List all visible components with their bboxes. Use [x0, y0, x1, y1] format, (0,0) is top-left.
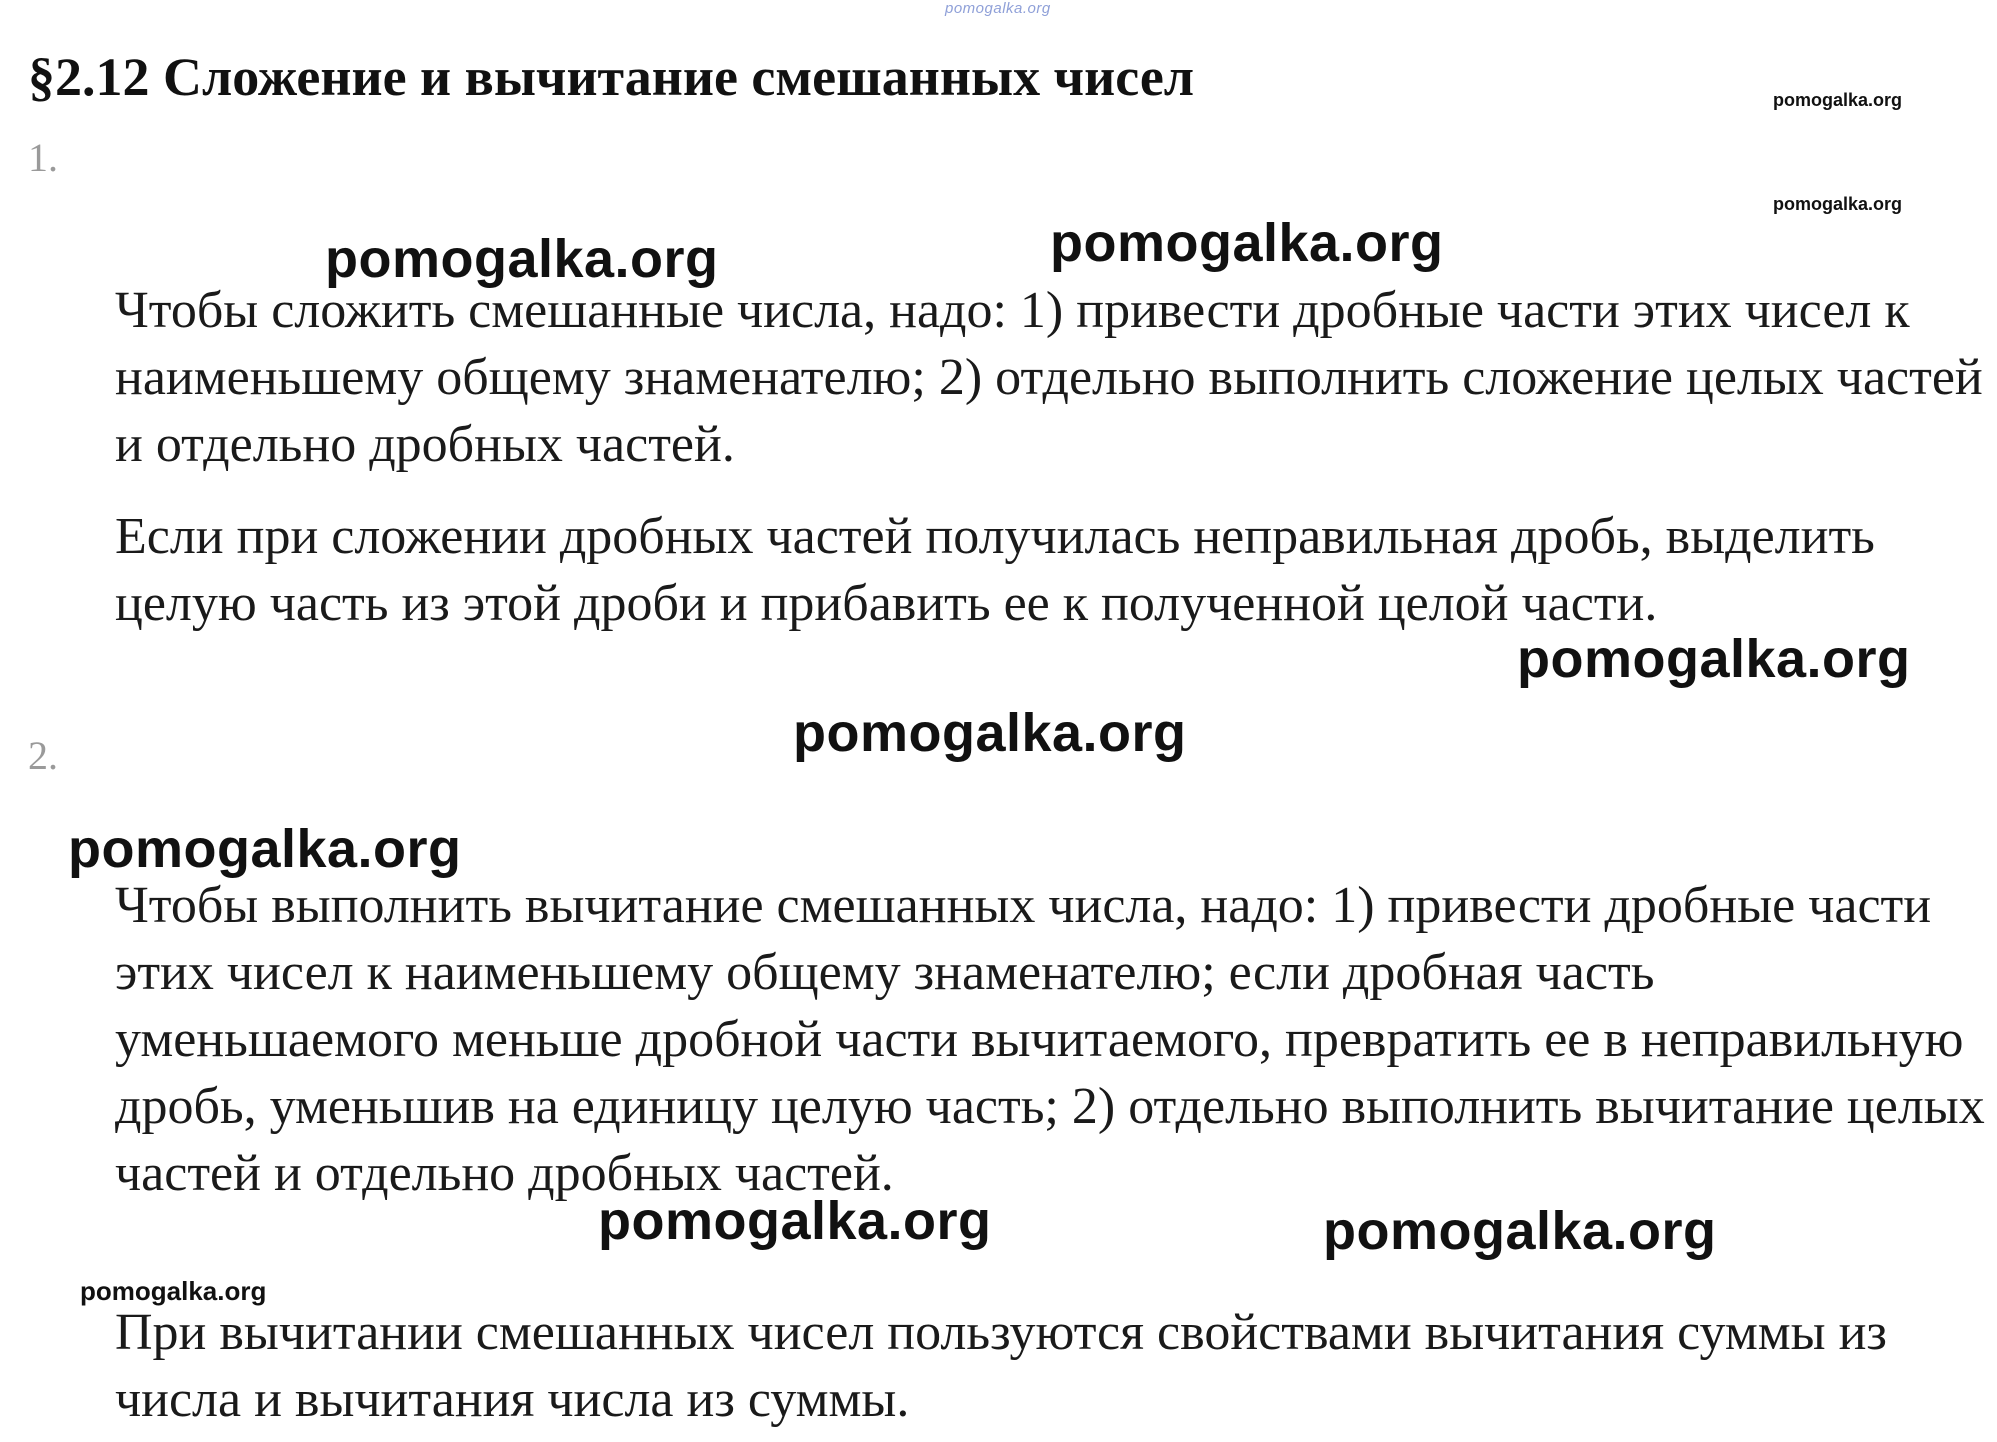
watermark: pomogalka.org	[598, 1191, 992, 1251]
section-number: 1.	[28, 135, 58, 180]
watermark: pomogalka.org	[793, 703, 1187, 763]
watermark: pomogalka.org	[325, 229, 719, 289]
page-title: §2.12 Сложение и вычитание смешанных чисел	[28, 47, 1195, 107]
watermark: pomogalka.org	[1517, 629, 1911, 689]
paragraph-subtraction-rule: Чтобы выполнить вычитание смешанных числа, надо: 1) привести дробные части этих чисел к наименьшему общему знаменателю; если дробная часть уменьшаемого меньше дробной части вычитаемого, превратить ее в неправильную дробь, уменьшив на единицу целую часть; 2) отдельно выполнить вычитание целых частей и отдельно дробных частей.	[115, 877, 1985, 1202]
paragraph-subtraction-properties: При вычитании смешанных чисел пользуются свойствами вычитания суммы из числа и вычитания числа из суммы.	[115, 1304, 1887, 1428]
paragraph-improper-fraction-note: Если при сложении дробных частей получилась неправильная дробь, выделить целую часть из этой дроби и прибавить ее к полученной целой части.	[115, 508, 1875, 632]
section-number: 2.	[28, 733, 58, 778]
watermark: pomogalka.org	[1773, 90, 1903, 110]
top-watermark: pomogalka.org	[945, 0, 1051, 17]
watermark: pomogalka.org	[80, 1276, 267, 1306]
watermark: pomogalka.org	[1773, 194, 1903, 214]
watermark: pomogalka.org	[1050, 213, 1444, 273]
watermark: pomogalka.org	[1323, 1201, 1717, 1261]
watermark: pomogalka.org	[68, 819, 462, 879]
paragraph-addition-rule: Чтобы сложить смешанные числа, надо: 1) привести дробные части этих чисел к наименьшему общему знаменателю; 2) отдельно выполнить сложение целых частей и отдельно дробных частей.	[115, 282, 1983, 473]
